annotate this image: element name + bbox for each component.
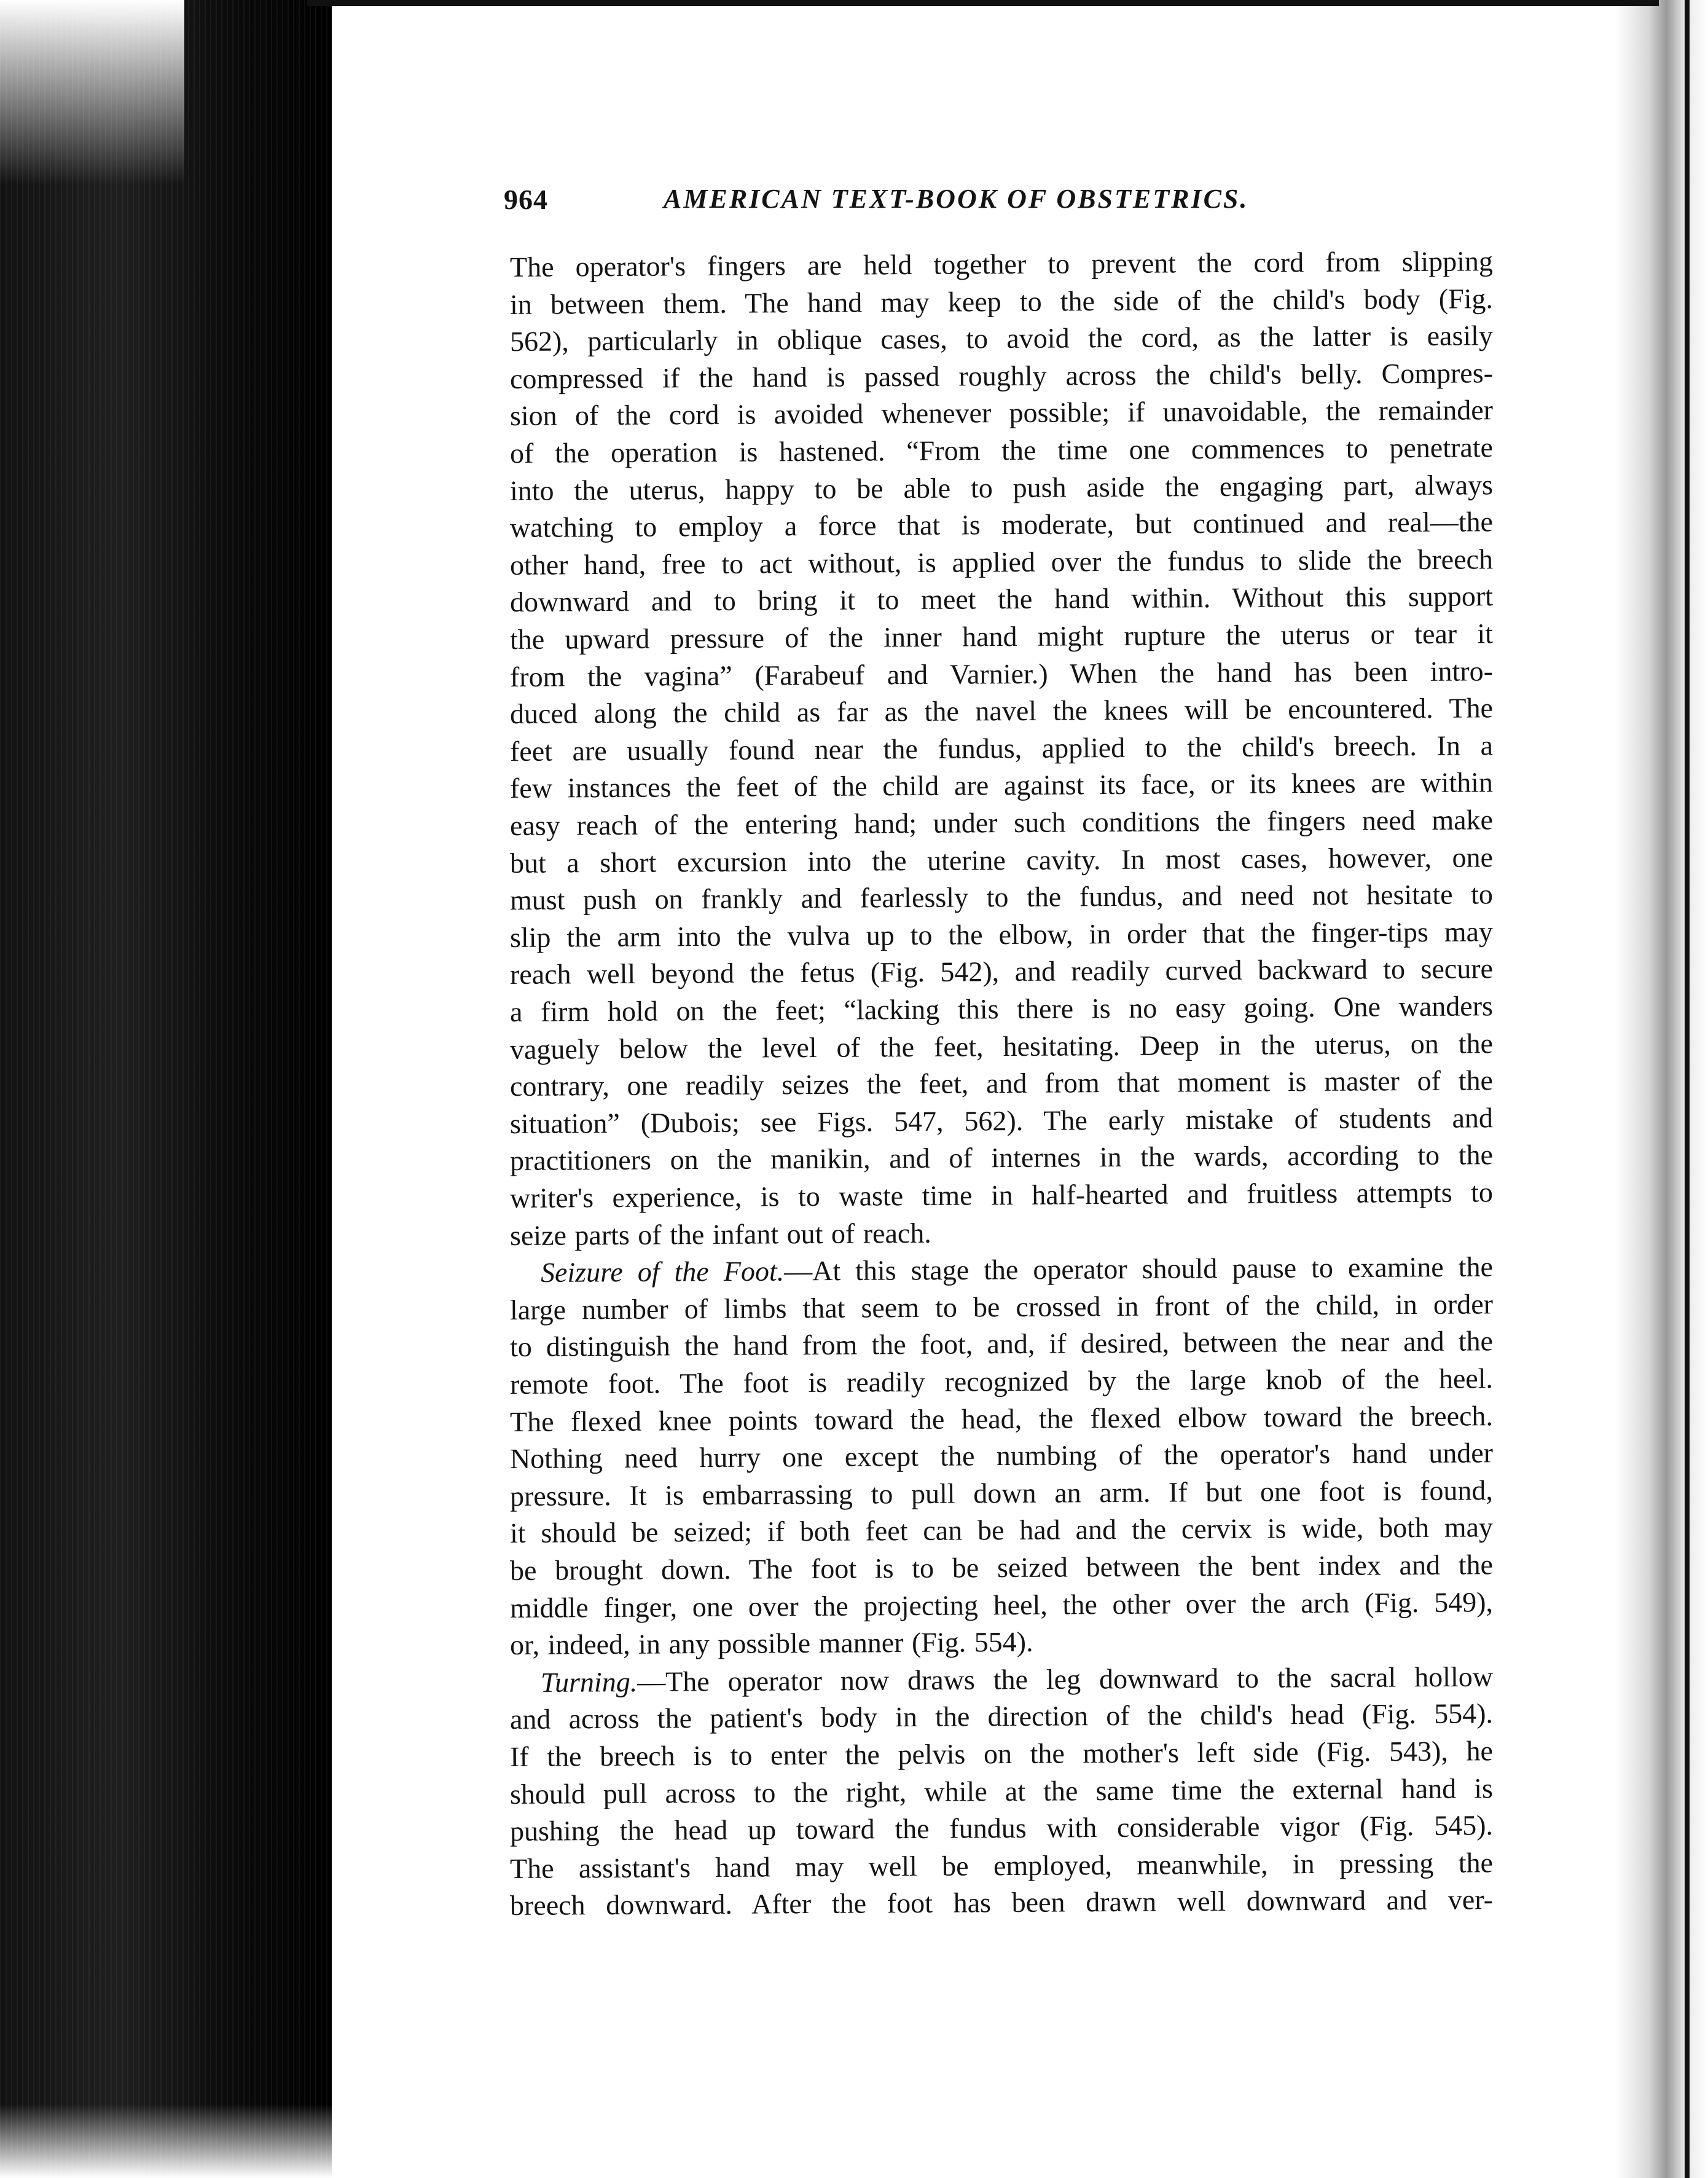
text-line: writer's experience, is to waste time in half-hearted and fruitless attempts to — [509, 1176, 1494, 1214]
text-line: from the vagina” (Farabeuf and Varnier.) When the hand has been intro- — [509, 655, 1494, 693]
text-line: sion of the cord is avoided whenever possible; if unavoidable, the remainder — [509, 394, 1494, 432]
text-line: duced along the child as far as the navel the knees will be encountered. The — [509, 692, 1494, 730]
text-line: vaguely below the level of the feet, hesitating. Deep in the uterus, on the — [509, 1027, 1494, 1065]
text-line: but a short excursion into the uterine cavity. In most cases, however, one — [509, 841, 1494, 879]
text-line: slip the arm into the vulva up to the elbow, in order that the finger-tips may — [509, 916, 1494, 953]
text-line: watching to employ a force that is moderate, but continued and real—the — [509, 506, 1494, 544]
text-line: a firm hold on the feet; “lacking this there is no easy going. One wanders — [509, 990, 1494, 1028]
text-line: The operator's fingers are held together to prevent the cord from slipping — [509, 245, 1494, 283]
text-line: If the breech is to enter the pelvis on the mother's left side (Fig. 543), he — [509, 1735, 1494, 1772]
gutter-highlight — [0, 0, 184, 184]
text-line: easy reach of the entering hand; under such conditions the fingers need make — [509, 804, 1494, 841]
running-head: AMERICAN TEXT-BOOK OF OBSTETRICS. — [664, 184, 1249, 214]
text-line: pushing the head up toward the fundus with considerable vigor (Fig. 545). — [509, 1809, 1494, 1847]
text-line: downward and to bring it to meet the hand within. Without this support — [509, 580, 1494, 618]
text-line: and across the patient's body in the direction of the child's head (Fig. 554). — [509, 1697, 1494, 1736]
text-line: Seizure of the Foot.—At this stage the operator should pause to examine the — [540, 1251, 1494, 1289]
section-heading: Seizure of the Foot. — [540, 1255, 785, 1289]
book-page — [332, 0, 1610, 2178]
text-line: Turning.—The operator now draws the leg downward to the sacral hollow — [540, 1661, 1494, 1698]
text-line: feet are usually found near the fundus, applied to the child's breech. In a — [509, 729, 1494, 767]
text-line: Nothing need hurry one except the numbing of the operator's hand under — [509, 1437, 1494, 1475]
page-edge-line — [1685, 0, 1690, 2178]
text-line: should pull across to the right, while at the same time the external hand is — [509, 1772, 1494, 1810]
page-number: 964 — [504, 184, 548, 215]
text-line: middle finger, one over the projecting heel, the other over the arch (Fig. 549), — [509, 1586, 1494, 1624]
text-line: the upward pressure of the inner hand might rupture the uterus or tear it — [509, 618, 1494, 655]
section-heading: Turning. — [540, 1665, 638, 1698]
text-line: seize parts of the infant out of reach. — [509, 1217, 931, 1251]
text-line: into the uterus, happy to be able to push aside the engaging part, always — [509, 468, 1494, 506]
text-line: situation” (Dubois; see Figs. 547, 562). The early mistake of students and — [509, 1102, 1494, 1139]
page-edge-shadow — [1616, 0, 1708, 2178]
text-line: to distinguish the hand from the foot, and, if desired, between the near and the — [509, 1325, 1494, 1363]
text-line: large number of limbs that seem to be crossed in front of the child, in order — [509, 1288, 1494, 1326]
gutter-fade — [0, 2104, 332, 2178]
text-line: 562), particularly in oblique cases, to avoid the cord, as the latter is easily — [509, 320, 1494, 358]
text-line: practitioners on the manikin, and of internes in the wards, according to the — [509, 1139, 1494, 1177]
text-line: or, indeed, in any possible manner (Fig. 554). — [509, 1626, 1033, 1661]
text-line: compressed if the hand is passed roughly across the child's belly. Compres- — [509, 357, 1494, 395]
text-line: contrary, one readily seizes the feet, and from that moment is master of the — [509, 1064, 1494, 1103]
text-line: The assistant's hand may well be employed, meanwhile, in pressing the — [509, 1847, 1494, 1884]
book-gutter — [0, 0, 332, 2178]
text-line: in between them. The hand may keep to the side of the child's body (Fig. — [509, 282, 1494, 320]
text-line: few instances the feet of the child are against its face, or its knees are within — [509, 766, 1494, 804]
text-line: remote foot. The foot is readily recognized by the large knob of the heel. — [509, 1362, 1494, 1400]
page-header — [504, 183, 1395, 232]
text-line: other hand, free to act without, is applied over the fundus to slide the breech — [509, 543, 1494, 581]
text-line: of the operation is hastened. “From the time one commences to penetrate — [509, 431, 1494, 469]
text-line: must push on frankly and fearlessly to the fundus, and need not hesitate to — [509, 878, 1494, 916]
text-line: The flexed knee points toward the head, the flexed elbow toward the breech. — [509, 1399, 1494, 1437]
text-line: it should be seized; if both feet can be had and the cervix is wide, both may — [509, 1511, 1494, 1549]
text-line: be brought down. The foot is to be seized between the bent index and the — [509, 1549, 1494, 1586]
text-line: breech downward. After the foot has been drawn well downward and ver- — [509, 1884, 1494, 1922]
text-line: reach well beyond the fetus (Fig. 542), and readily curved backward to secure — [509, 953, 1494, 991]
text-line: pressure. It is embarrassing to pull down an arm. If but one foot is found, — [509, 1474, 1494, 1512]
